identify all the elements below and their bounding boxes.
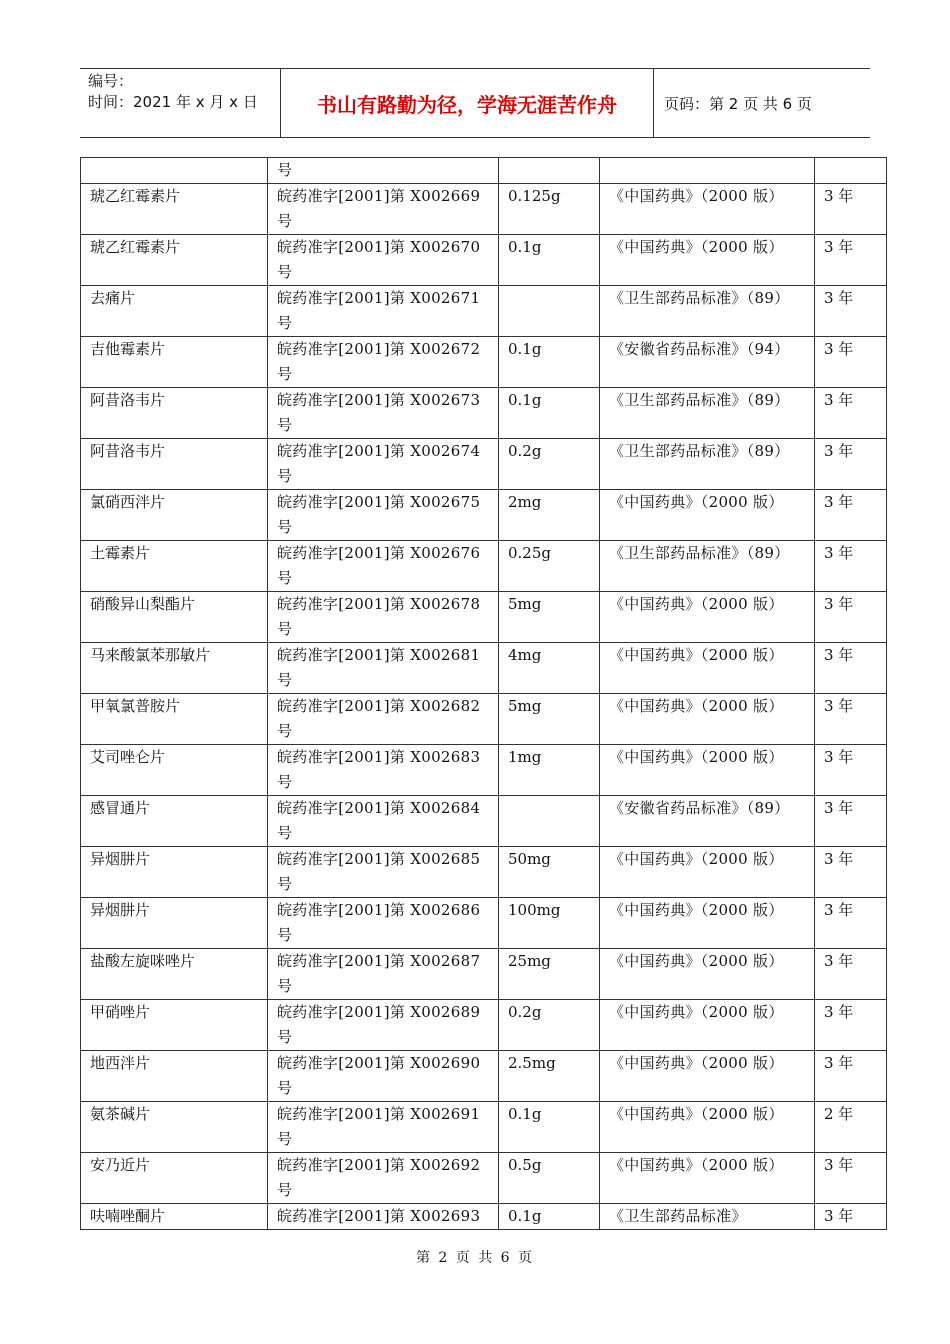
cell-spec: 1mg [499, 745, 600, 796]
cell-standard: 《中国药典》（2000 版） [600, 898, 815, 949]
cell-approval: 皖药准字[2001]第 X002673 号 [268, 388, 499, 439]
cell-name: 异烟肼片 [81, 847, 268, 898]
cell-name: 盐酸左旋咪唑片 [81, 949, 268, 1000]
cell-approval: 皖药准字[2001]第 X002683 号 [268, 745, 499, 796]
cell-spec: 0.2g [499, 439, 600, 490]
cell-standard: 《中国药典》（2000 版） [600, 643, 815, 694]
cell-approval: 皖药准字[2001]第 X002675 号 [268, 490, 499, 541]
cell-validity: 3 年 [815, 286, 887, 337]
cell-standard: 《中国药典》（2000 版） [600, 592, 815, 643]
cell-validity: 2 年 [815, 1102, 887, 1153]
table-row [81, 745, 887, 796]
cell-standard: 《中国药典》（2000 版） [600, 745, 815, 796]
cell-name: 地西泮片 [81, 1051, 268, 1102]
cell-validity: 3 年 [815, 1051, 887, 1102]
table-row [81, 541, 887, 592]
cell-spec: 25mg [499, 949, 600, 1000]
cell-name: 阿昔洛韦片 [81, 388, 268, 439]
cell-standard: 《安徽省药品标准》（89） [600, 796, 815, 847]
cell-name: 氨茶碱片 [81, 1102, 268, 1153]
cell-validity: 3 年 [815, 1204, 887, 1230]
cell-approval: 皖药准字[2001]第 X002687 号 [268, 949, 499, 1000]
table-row [81, 439, 887, 490]
table-row [81, 847, 887, 898]
cell-name: 吉他霉素片 [81, 337, 268, 388]
cell-approval: 皖药准字[2001]第 X002686 号 [268, 898, 499, 949]
cell-name: 甲硝唑片 [81, 1000, 268, 1051]
cell-spec: 100mg [499, 898, 600, 949]
cell-validity: 3 年 [815, 694, 887, 745]
cell-approval: 皖药准字[2001]第 X002670 号 [268, 235, 499, 286]
cell-approval: 皖药准字[2001]第 X002693 [268, 1204, 499, 1230]
cell-name: 安乃近片 [81, 1153, 268, 1204]
cell-spec [499, 286, 600, 337]
cell-approval: 皖药准字[2001]第 X002685 号 [268, 847, 499, 898]
table-row [81, 643, 887, 694]
cell-name: 艾司唑仑片 [81, 745, 268, 796]
cell-standard: 《中国药典》（2000 版） [600, 694, 815, 745]
cell-standard: 《中国药典》（2000 版） [600, 1153, 815, 1204]
cell-standard: 《中国药典》（2000 版） [600, 1102, 815, 1153]
cell-approval: 皖药准字[2001]第 X002672 号 [268, 337, 499, 388]
cell-spec: 0.1g [499, 1204, 600, 1230]
table-row [81, 898, 887, 949]
cell-standard: 《中国药典》（2000 版） [600, 1000, 815, 1051]
cell-validity: 3 年 [815, 541, 887, 592]
cell-standard: 《中国药典》（2000 版） [600, 184, 815, 235]
cell-spec: 0.25g [499, 541, 600, 592]
table-row [81, 490, 887, 541]
table-row [81, 235, 887, 286]
cell-validity: 3 年 [815, 796, 887, 847]
cell-approval: 皖药准字[2001]第 X002681 号 [268, 643, 499, 694]
cell-name: 琥乙红霉素片 [81, 184, 268, 235]
cell-standard: 《卫生部药品标准》（89） [600, 286, 815, 337]
cell-validity: 3 年 [815, 337, 887, 388]
cell-spec: 2mg [499, 490, 600, 541]
table-row [81, 1102, 887, 1153]
cell-validity: 3 年 [815, 1000, 887, 1051]
cell-validity: 3 年 [815, 388, 887, 439]
cell-spec: 0.1g [499, 388, 600, 439]
table-row [81, 694, 887, 745]
table-row [81, 388, 887, 439]
table-row [81, 1153, 887, 1204]
cell-name [81, 158, 268, 184]
cell-approval: 皖药准字[2001]第 X002674 号 [268, 439, 499, 490]
cell-spec: 4mg [499, 643, 600, 694]
cell-name: 异烟肼片 [81, 898, 268, 949]
cell-name: 氯硝西泮片 [81, 490, 268, 541]
document-date-label: 时间：2021 年 x 月 x 日 [88, 93, 258, 111]
cell-standard: 《中国药典》（2000 版） [600, 235, 815, 286]
cell-spec [499, 158, 600, 184]
cell-standard: 《中国药典》（2000 版） [600, 1051, 815, 1102]
table-row [81, 1000, 887, 1051]
table-row [81, 592, 887, 643]
cell-approval: 皖药准字[2001]第 X002678 号 [268, 592, 499, 643]
cell-validity: 3 年 [815, 949, 887, 1000]
cell-name: 土霉素片 [81, 541, 268, 592]
cell-name: 硝酸异山梨酯片 [81, 592, 268, 643]
table-row [81, 1204, 887, 1230]
cell-standard: 《中国药典》（2000 版） [600, 949, 815, 1000]
cell-name: 呋喃唑酮片 [81, 1204, 268, 1230]
cell-approval: 皖药准字[2001]第 X002692 号 [268, 1153, 499, 1204]
drug-approval-table [80, 157, 887, 1230]
cell-validity: 3 年 [815, 439, 887, 490]
cell-validity: 3 年 [815, 235, 887, 286]
cell-standard: 《安徽省药品标准》（94） [600, 337, 815, 388]
cell-standard: 《卫生部药品标准》（89） [600, 439, 815, 490]
cell-standard [600, 158, 815, 184]
cell-name: 阿昔洛韦片 [81, 439, 268, 490]
cell-approval: 皖药准字[2001]第 X002676 号 [268, 541, 499, 592]
table-row [81, 796, 887, 847]
cell-spec: 0.1g [499, 1102, 600, 1153]
cell-name: 感冒通片 [81, 796, 268, 847]
page-footer: 第 2 页 共 6 页 [415, 1250, 535, 1266]
cell-spec: 0.1g [499, 235, 600, 286]
cell-validity: 3 年 [815, 745, 887, 796]
cell-spec: 5mg [499, 694, 600, 745]
document-number-label: 编号： [88, 72, 134, 90]
cell-approval: 号 [268, 158, 499, 184]
cell-approval: 皖药准字[2001]第 X002671 号 [268, 286, 499, 337]
cell-spec: 0.5g [499, 1153, 600, 1204]
cell-name: 马来酸氯苯那敏片 [81, 643, 268, 694]
cell-validity: 3 年 [815, 898, 887, 949]
cell-validity: 3 年 [815, 490, 887, 541]
cell-validity: 3 年 [815, 1153, 887, 1204]
cell-approval: 皖药准字[2001]第 X002691 号 [268, 1102, 499, 1153]
cell-approval: 皖药准字[2001]第 X002690 号 [268, 1051, 499, 1102]
table-row [81, 184, 887, 235]
cell-spec: 0.1g [499, 337, 600, 388]
cell-spec: 2.5mg [499, 1051, 600, 1102]
cell-name: 琥乙红霉素片 [81, 235, 268, 286]
cell-approval: 皖药准字[2001]第 X002689 号 [268, 1000, 499, 1051]
cell-standard: 《卫生部药品标准》（89） [600, 541, 815, 592]
cell-standard: 《卫生部药品标准》（89） [600, 388, 815, 439]
table-row-continuation [81, 158, 887, 184]
cell-spec: 0.2g [499, 1000, 600, 1051]
cell-name: 甲氧氯普胺片 [81, 694, 268, 745]
cell-approval: 皖药准字[2001]第 X002682 号 [268, 694, 499, 745]
table-row [81, 286, 887, 337]
cell-validity [815, 158, 887, 184]
cell-spec: 50mg [499, 847, 600, 898]
table-row [81, 949, 887, 1000]
cell-validity: 3 年 [815, 184, 887, 235]
cell-approval: 皖药准字[2001]第 X002669 号 [268, 184, 499, 235]
cell-standard: 《卫生部药品标准》 [600, 1204, 815, 1230]
header-page-number: 页码：第 2 页 共 6 页 [664, 94, 812, 113]
cell-validity: 3 年 [815, 643, 887, 694]
cell-spec [499, 796, 600, 847]
cell-spec: 5mg [499, 592, 600, 643]
cell-name: 去痛片 [81, 286, 268, 337]
table-row [81, 1051, 887, 1102]
table-row [81, 337, 887, 388]
cell-standard: 《中国药典》（2000 版） [600, 847, 815, 898]
cell-validity: 3 年 [815, 592, 887, 643]
page-header [80, 68, 870, 138]
cell-standard: 《中国药典》（2000 版） [600, 490, 815, 541]
header-meta [80, 69, 281, 137]
header-motto: 书山有路勤为径，学海无涯苦作舟 [281, 69, 654, 137]
cell-validity: 3 年 [815, 847, 887, 898]
cell-spec: 0.125g [499, 184, 600, 235]
cell-approval: 皖药准字[2001]第 X002684 号 [268, 796, 499, 847]
